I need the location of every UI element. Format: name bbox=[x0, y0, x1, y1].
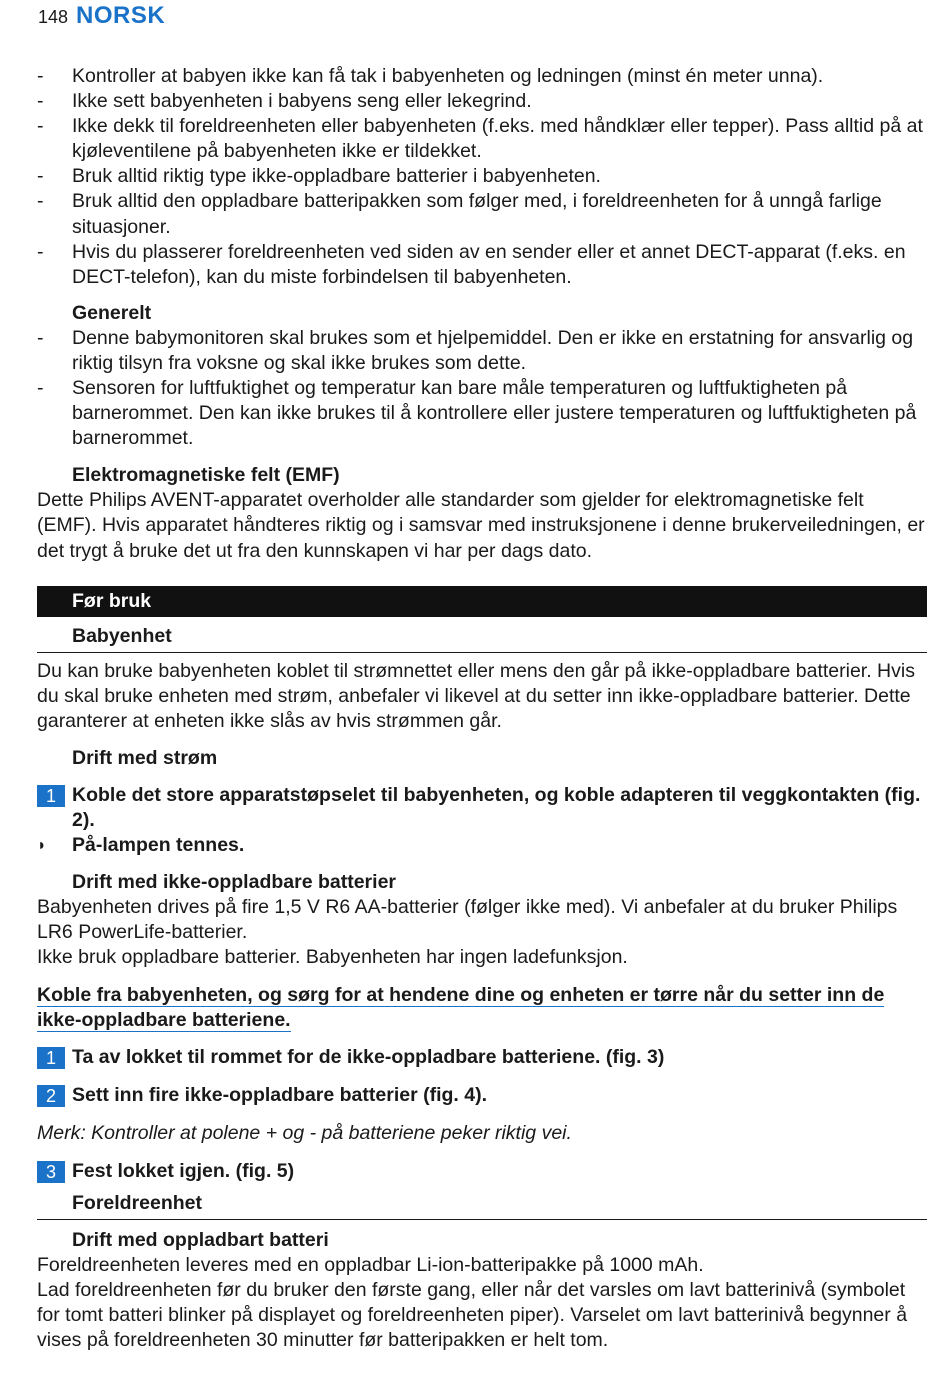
step-text: Fest lokket igjen. (fig. 5) bbox=[72, 1160, 295, 1183]
result-item bbox=[37, 833, 927, 858]
step-item bbox=[37, 1159, 927, 1184]
list-item: - Ikke sett babyenheten i babyens seng eller lekegrind. bbox=[37, 89, 927, 114]
list-item: - Ikke dekk til foreldreenheten eller babyenheten (f.eks. med håndklær eller tepper). Pass alltid på at kjøleventilene på babyenheten ikke er tildekket. bbox=[37, 114, 927, 164]
list-item: - Hvis du plasserer foreldreenheten ved siden av en sender eller et annet DECT-apparat (f.eks. en DECT-telefon), kan du miste forbindelsen til babyenheten. bbox=[37, 240, 927, 290]
list-item: - Kontroller at babyen ikke kan få tak i babyenheten og ledningen (minst én meter unna). bbox=[37, 64, 927, 89]
result-text: På-lampen tennes. bbox=[72, 833, 245, 856]
step-number-badge: 1 bbox=[37, 1047, 65, 1069]
list-item: - Denne babymonitoren skal brukes som et hjelpemiddel. Den er ikke en erstatning for ansvarlig og riktig tilsyn fra voksne og skal ikke brukes som dette. bbox=[37, 326, 927, 376]
step-item bbox=[37, 783, 927, 833]
bullet-dash: - bbox=[37, 240, 44, 263]
page-number: 148 bbox=[38, 7, 69, 27]
emf-heading: Elektromagnetiske felt (EMF) bbox=[72, 464, 340, 487]
bullet-dash: - bbox=[37, 90, 44, 113]
step-number-badge: 1 bbox=[37, 785, 65, 807]
list-item: - Bruk alltid riktig type ikke-oppladbare batterier i babyenheten. bbox=[37, 164, 927, 189]
step-text: Ta av lokket til rommet for de ikke-oppladbare batteriene. (fig. 3) bbox=[72, 1046, 665, 1069]
warning-text: Koble fra babyenheten, og sørg for at hendene dine og enheten er tørre når du setter inn de ikke-oppladbare batteriene. bbox=[37, 984, 885, 1032]
section-band-for-bruk: Før bruk bbox=[37, 586, 927, 617]
step-text: Sett inn fire ikke-oppladbare batterier (fig. 4). bbox=[72, 1084, 487, 1107]
step-item bbox=[37, 1083, 927, 1108]
step-text: Koble det store apparatstøpselet til babyenheten, og koble adapteren til veggkontakten (fig. 2). bbox=[72, 783, 921, 831]
bullet-dash: - bbox=[37, 377, 44, 400]
babyenhet-text: Du kan bruke babyenheten koblet til strømnettet eller mens den går på ikke-oppladbare batterier. Hvis du skal bruke enheten med strøm, anbefaler vi likevel at du setter inn ikke-oppladbare batterier. Dette garanterer at enheten ikke slås av hvis strømmen går. bbox=[37, 659, 915, 732]
bullet-dash: - bbox=[37, 326, 44, 349]
page-header bbox=[38, 2, 165, 28]
bullet-dash: - bbox=[37, 165, 44, 188]
generelt-list bbox=[37, 326, 927, 451]
generelt-heading: Generelt bbox=[72, 301, 152, 324]
result-arrow-icon: ◗ bbox=[37, 836, 47, 854]
language-title: NORSK bbox=[76, 2, 166, 29]
babyenhet-heading: Babyenhet bbox=[37, 624, 927, 653]
drift-batterier-heading: Drift med ikke-oppladbare batterier bbox=[72, 870, 396, 893]
bullet-dash: - bbox=[37, 65, 44, 87]
drift-oppladbart-heading: Drift med oppladbart batteri bbox=[72, 1229, 329, 1252]
warnings-list bbox=[37, 64, 927, 290]
step-number-badge: 2 bbox=[37, 1085, 65, 1107]
bullet-dash: - bbox=[37, 190, 44, 213]
drift-batterier-text: Babyenheten drives på fire 1,5 V R6 AA-batterier (følger ikke med). Vi anbefaler at du bruker Philips LR6 PowerLife-batterier. bbox=[37, 895, 898, 943]
foreldreenhet-text: Foreldreenheten leveres med en oppladbar Li-ion-batteripakke på 1000 mAh. bbox=[37, 1254, 704, 1277]
foreldreenhet-heading: Foreldreenhet bbox=[37, 1191, 927, 1220]
foreldreenhet-text-2: Lad foreldreenheten før du bruker den første gang, eller når det varsles om lavt batterinivå (symbolet for tomt batteri blinker på displayet og foreldreenheten piper). Varselet om lavt batterinivå begynner å vises på foreldreenheten 30 minutter før batteripakken er helt tom. bbox=[37, 1279, 908, 1352]
list-item: - Bruk alltid den oppladbare batteripakken som følger med, i foreldreenheten for å unngå farlige situasjoner. bbox=[37, 189, 927, 239]
page-content bbox=[37, 64, 927, 1354]
drift-strom-heading: Drift med strøm bbox=[72, 746, 218, 769]
bullet-dash: - bbox=[37, 115, 44, 138]
note-text: Merk: Kontroller at polene + og - på batteriene peker riktig vei. bbox=[37, 1122, 572, 1145]
list-item: - Sensoren for luftfuktighet og temperatur kan bare måle temperaturen og luftfuktigheten på barnerommet. Den kan ikke brukes til å kontrollere eller justere temperaturen og luftfuktigheten på barnerommet. bbox=[37, 376, 927, 451]
step-item bbox=[37, 1045, 927, 1070]
drift-batterier-text-2: Ikke bruk oppladbare batterier. Babyenheten har ingen ladefunksjon. bbox=[37, 946, 628, 969]
step-number-badge: 3 bbox=[37, 1161, 65, 1183]
emf-text: Dette Philips AVENT-apparatet overholder alle standarder som gjelder for elektromagnetiske felt (EMF). Hvis apparatet håndteres riktig og i samsvar med instruksjonene i denne brukerveiledningen, er det trygt å bruke det ut fra den kunnskapen vi har per dags dato. bbox=[37, 489, 925, 562]
